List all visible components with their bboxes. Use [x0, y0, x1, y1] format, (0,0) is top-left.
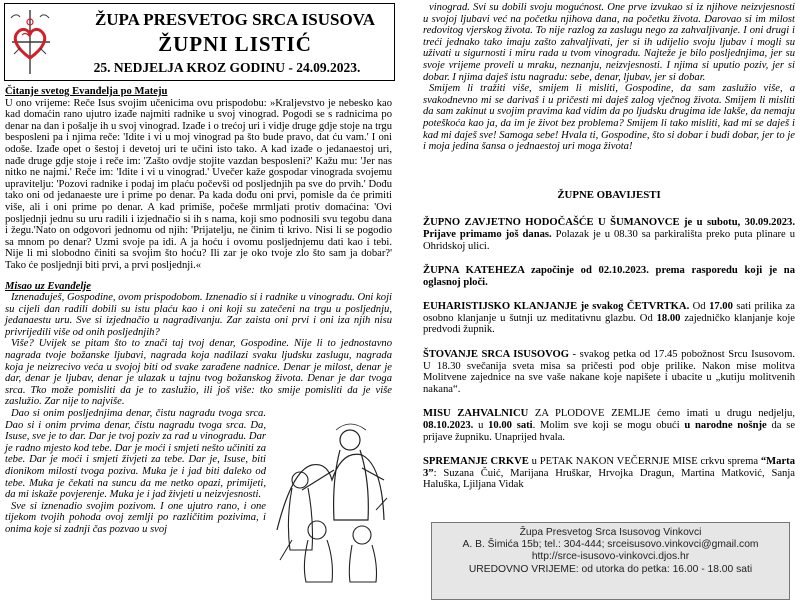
right-column — [423, 2, 795, 504]
notice-pilgrimage: ŽUPNO ZAVJETNO HODOČAŠĆE U ŠUMANOVCE je u subotu, 30.09.2023. Prijave primamo još danas. Polazak je u 08.30 sa parkirališta preko puta plinare u Ohridskoj ulici. — [423, 217, 796, 252]
reflection-continued — [423, 2, 795, 153]
bulletin-date-line: 25. NEDJELJA KROZ GODINU - 24.09.2023. — [93, 60, 361, 75]
parish-logo-icon — [8, 8, 54, 76]
bulletin-title: ŽUPNI LISTIĆ — [158, 32, 312, 56]
gospel-title: Čitanje svetog Evanđelja po Mateju — [5, 86, 168, 97]
footer-website: http://srce-isusovo-vinkovci.djos.hr — [531, 551, 690, 563]
reflection-paragraph: Sve si iznenadio svojim pozivom. I one ujutro rano, i one tijekom tvojih pohoda ovoj zemlji po različitim pozivima, i onima koje si zadnji čas pozvao u svoj — [5, 500, 266, 535]
reflection-paragraph: Iznenađuješ, Gospodine, ovom prispodobom. Iznenadio si i radnike u vinogradu. Oni koji su cijeli dan radili dobili su istu plaću kao i oni koji su zatečeni na trgu u posljednju, jedanaestu uru. Sve si izjednačio u nagrađivanju. Zar zaista oni prvi i oni iza njih nisu privrijedili više od onih posljednjih? — [5, 292, 392, 338]
reflection-text — [5, 292, 392, 535]
footer-address: A. B. Šimića 15b; tel.: 304-444; srceisusovo.vinkovci@gmail.com — [462, 539, 759, 551]
reflection-paragraph: vinograd. Svi su dobili svoju mogućnost. One prve izvukao si iz njihove neizvjesnosti u svojoj ljubavi već na početku njihova dana, na početku života. Darovao si im milost redovitog vjerskog života. To nije razlog za zaslugu nego za zahvaljivanje. I oni drugi i treći jednako tako imaju zašto zahvaljivati, jer si ih udijelio svoju ljubav i mogli su uživati u sigurnosti i miru rada u tvom vinogradu. Najteže je bilo posljednjima, jer su svoje vrijeme proveli u mraku, neznanju, neizvjesnosti. I njima si uputio poziv, jer si dobar. I njima daješ istu nagradu: sebe, denar, ljubav, jer si dobar. — [423, 2, 795, 83]
vineyard-workers-illustration — [272, 410, 392, 585]
footer-office-hours: UREDOVNO VRIJEME: od utorka do petka: 16.00 - 18.00 sati — [468, 563, 753, 575]
notice-church-cleaning: SPREMANJE CRKVE u PETAK NAKON VEČERNJE MISE crkvu sprema “Marta 3”: Suzana Čuić, Marijana Hruškar, Hrvojka Dragun, Martina Matković, Sanja Haluška, Ljiljana Vidak — [423, 456, 795, 491]
reflection-paragraph: Dao si onim posljednjima denar, čistu nagradu tvoga srca. Dao si i onim prvima denar, čistu nagradu tvoga srca. Da, Isuse, sve je to dar. Dar je tvoj poziv za rad u vinogradu. Dar je radno mjesto kod tebe. Dar je moći i smjeti nešto učiniti za tebe. Dar je moći i smjeti živjeti za tebe. Dar je, Isuse, biti dionikom milosti tvoga poziva. Muka je i jad biti daleko od tebe. Muka je čekati na suncu da me netko opazi, primijeti, da mi iskaže povjerenje. Muka je i jad živjeti u neizvjesnosti. — [5, 408, 266, 501]
notice-thanksgiving-mass: MISU ZAHVALNICU ZA PLODOVE ZEMLJE ćemo imati u drugu nedjelju, 08.10.2023. u 10.00 sati. Molim sve koji se mogu obući u narodne nošnje da se prijave župniku. Unaprijed hvala. — [423, 408, 796, 443]
notice-sacred-heart: ŠTOVANJE SRCA ISUSOVOG - svakog petka od 17.45 pobožnost Srcu Isusovom. U 18.30 svečanija sveta misa sa pričesti pod obje prilike. Nakon mise molitva Molitvene zajednice na sve vaše nakane koje napišete i ubacite u „kutiju molitvenih nakana“. — [423, 349, 795, 395]
parish-name: ŽUPA PRESVETOG SRCA ISUSOVA — [94, 10, 376, 29]
bulletin-header — [4, 3, 395, 81]
announcements-title: ŽUPNE OBAVIJESTI — [557, 188, 661, 201]
reflection-paragraph: Više? Uvijek se pitam što to znači taj tvoj denar, Gospodine. Nije li to jednostavno nagrada tvoje božanske ljubavi, nagrada koja nadilazi svaku ljudsku zaslugu, nagrada koja je neizrecivo veća u svojoj biti od svake zarađene nadnice. Denar je milost, denar je dar, denar je ljubav, denar je ulazak u tajnu tvog božanskog života. Denar je dar tvoga srca. Tko može pomisliti da je to zaslužio, ili još više: tko smije pomisliti da je više zaslužio. Zar nije to najviše. — [5, 338, 392, 408]
contact-footer — [431, 522, 790, 600]
gospel-text: U ono vrijeme: Reče Isus svojim učenicima ovu prispodobu: »Kraljevstvo je nebesko kao kad domaćin rano ujutro izađe najmiti radnike u svoj vinograd. Pogodi se s radnicima po denar na dan i pošalje ih u svoj vinograd. Izađe i o trećoj uri i vidje druge gdje stoje na trgu besposleni pa i njima reče: 'Idite i vi u moj vinograd pa što bude pravo, dat ću vam.' I oni odoše. Izađe opet o šestoj i devetoj uri te učini isto tako. A kad izađe o jedanaestoj uri, nađe druge gdje stoje i reče im: 'Zašto ovdje stojite vazdan besposleni?' Kažu mu: 'Jer nas nitko ne najmi.' Reče im: 'Idite i vi u vinograd.' Uvečer kaže gospodar vinograda svojemu upravitelju: 'Pozovi radnike i podaj im plaću počevši od posljednjih pa sve do prvih.' Dođu tako oni od jedanaeste ure i prime po denar. Pa kada dođu oni prvi, pomisle da će primiti više, ali i oni prime po denar. A kad primiše, počeše mrmljati protiv domaćina: 'Ovi posljednji jednu su uru radili i izjednačio si ih s nama, koji smo podnosili svu tegobu dana i žegu.'Nato on odgovori jednomu od njih: 'Prijatelju, ne činim ti krivo. Nisi li se pogodio sa mnom po denar? Uzmi svoje pa idi. A ja hoću i ovomu posljednjemu dati kao i tebi. Nije li mi slobodno činiti sa svojim što hoću? Ili zar je oko tvoje zlo što sam ja dobar?' Tako će posljednji biti prvi, a prvi posljednji.« — [5, 97, 392, 271]
notice-catechesis: ŽUPNA KATEHEZA započinje od 02.10.2023. prema rasporedu koji je na oglasnoj ploči. — [423, 265, 795, 288]
reflection-title: Misao uz Evanđelje — [5, 280, 91, 292]
notice-adoration: EUHARISTIJSKO KLANJANJE je svakog ČETVRTKA. Od 17.00 sati prilika za osobno klanjanje u šutnji uz meditativnu glazbu. Od 18.00 zajedničko klanjanje koje predvodi župnik. — [423, 301, 796, 336]
reflection-paragraph: Smijem li tražiti više, smijem li misliti, Gospodine, da sam zaslužio više, a svakodnevno mi se darivaš i u pričesti mi daješ zalog vječnog života. Smijem li misliti da sam zakinut u svojim pravima kad vidim da po ljudsku drugima ide lakše, da nemaju poteškoća kao ja, da im je život bez problema? Smijem li tako misliti, kad mi se daješ i kad mi daješ sve! Samoga sebe! Hvala ti, Gospodine, što si dobar i budi dobar, jer to je i moja jedina šansa o jednaestoj uri moga života! — [423, 83, 795, 153]
left-column — [5, 86, 392, 587]
footer-parish-name: Župa Presvetog Srca Isusovog Vinkovci — [519, 527, 702, 538]
